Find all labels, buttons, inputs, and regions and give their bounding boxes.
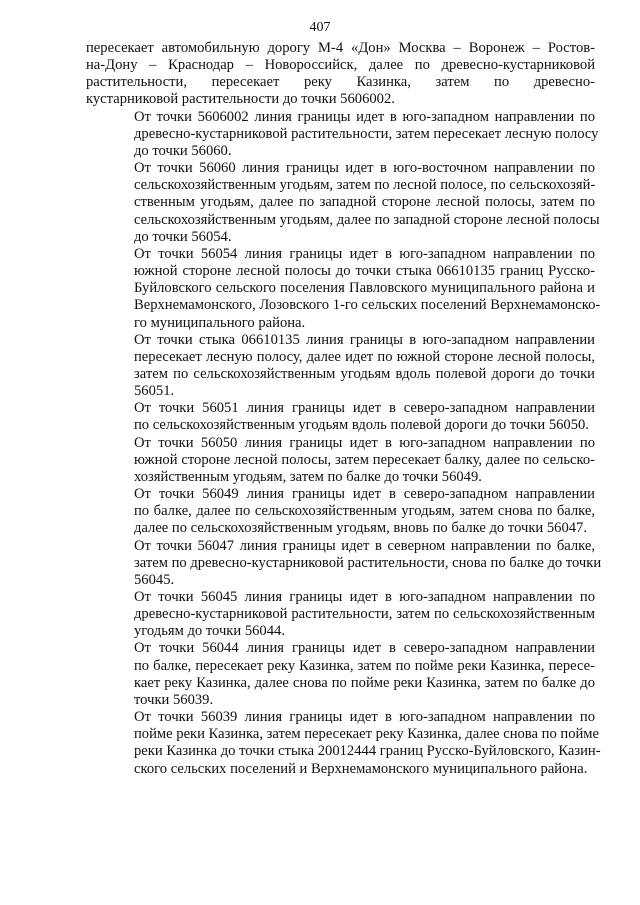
paragraph (86, 486, 595, 537)
text-line: затем по сельскохозяйственным угодьям вдоль полевой дороги до точки (134, 365, 595, 382)
text-line: по балке, далее по сельскохозяйственным угодьям, затем снова по балке, (134, 503, 595, 520)
text-line: ственным угодьям, далее по западной стороне лесной полосы, затем по (134, 194, 595, 211)
text-line: 56045. (134, 571, 175, 588)
paragraph (86, 709, 601, 778)
paragraph (86, 108, 599, 160)
text-line: на-Дону – Краснодар – Новороссийск, далее по древесно-кустарниковой (86, 57, 595, 74)
text-line: древесно-кустарниковой растительности, затем пересекает лесную полосу (134, 125, 599, 142)
text-line: От точки 56044 линия границы идет в северо-западном направлении (134, 640, 595, 657)
text-line: сельскохозяйственным угодьям, затем по лесной полосе, по сельскохозяй- (134, 177, 596, 194)
text-line: пойме реки Казинка, затем пересекает реку Казинка, далее снова по пойме (134, 726, 600, 743)
text-line: хозяйственным угодьям, затем по балке до точки 56049. (134, 468, 482, 485)
text-line: пересекает лесную полосу, далее идет по южной стороне лесной полосы, (134, 348, 595, 365)
text-line: южной стороне лесной полосы до точки стыка 06610135 границ Русско- (134, 263, 595, 280)
text-line: От точки 56045 линия границы идет в юго-западном направлении по (134, 589, 595, 605)
text-line: южной стороне лесной полосы, затем пересекает балку, далее по сельско- (134, 451, 595, 468)
text-line: От точки 56060 линия границы идет в юго-восточном направлении по (134, 160, 595, 177)
text-line: Буйловского сельского поселения Павловского муниципального района и (134, 280, 595, 297)
text-line: до точки 56060. (134, 142, 232, 159)
paragraph (86, 332, 595, 401)
text-line: точки 56039. (134, 691, 214, 708)
text-line: далее по сельскохозяйственным угодьям, вновь по балке до точки 56047. (134, 520, 588, 537)
text-line: От точки 56049 линия границы идет в северо-западном направлении (134, 486, 595, 503)
paragraph (86, 400, 595, 434)
text-line: реки Казинка до точки стыка 20012444 границ Русско-Буйловского, Казин- (134, 743, 601, 760)
text-line: 56051. (134, 383, 175, 400)
paragraph (86, 589, 595, 640)
paragraph (86, 435, 595, 486)
text-line: От точки 56039 линия границы идет в юго-западном направлении по (134, 709, 595, 726)
text-line: От точки 56051 линия границы идет в северо-западном направлении (134, 400, 595, 417)
text-line: го муниципального района. (134, 314, 306, 331)
paragraph (86, 160, 600, 246)
text-line: растительности, пересекает реку Казинка, затем по древесно- (86, 74, 595, 91)
text-line: От точки 56050 линия границы идет в юго-западном направлении по (134, 434, 595, 451)
text-line: пересекает автомобильную дорогу М-4 «Дон» Москва – Воронеж – Ростов- (86, 40, 595, 56)
text-line: древесно-кустарниковой растительности, затем по сельскохозяйственным (134, 606, 595, 623)
text-line: От точки стыка 06610135 линия границы в юго-западном направлении (134, 331, 595, 348)
text-line: кустарниковой растительности до точки 5606002. (86, 91, 395, 108)
text-line: ского сельских поселений и Верхнемамонского муниципального района. (134, 760, 588, 777)
text-line: Верхнемамонского, Лозовского 1-го сельских поселений Верхнемамонско- (134, 297, 601, 314)
paragraph (86, 40, 595, 109)
text-line: угодьям до точки 56044. (134, 623, 285, 640)
text-line: затем по древесно-кустарниковой растительности, снова по балке до точки (134, 554, 602, 571)
text-line: сельскохозяйственным угодьям, далее по западной стороне лесной полосы (134, 211, 600, 228)
text-line: по сельскохозяйственным угодьям вдоль полевой дороги до точки 56050. (134, 417, 589, 434)
text-line: до точки 56054. (134, 228, 232, 245)
paragraph (86, 640, 595, 709)
page-number: 407 (309, 20, 331, 35)
text-line: От точки 56054 линия границы идет в юго-западном направлении по (134, 245, 595, 262)
text-line: От точки 5606002 линия границы идет в юго-западном направлении по (134, 108, 595, 125)
paragraph (86, 537, 602, 589)
document-body (86, 40, 602, 778)
text-line: От точки 56047 линия границы идет в северном направлении по балке, (134, 537, 595, 554)
paragraph (86, 245, 601, 332)
text-line: кает реку Казинка, далее снова по пойме реки Казинка, затем по балке до (134, 674, 595, 691)
text-line: по балке, пересекает реку Казинка, затем по пойме реки Казинка, пересе- (134, 657, 595, 674)
